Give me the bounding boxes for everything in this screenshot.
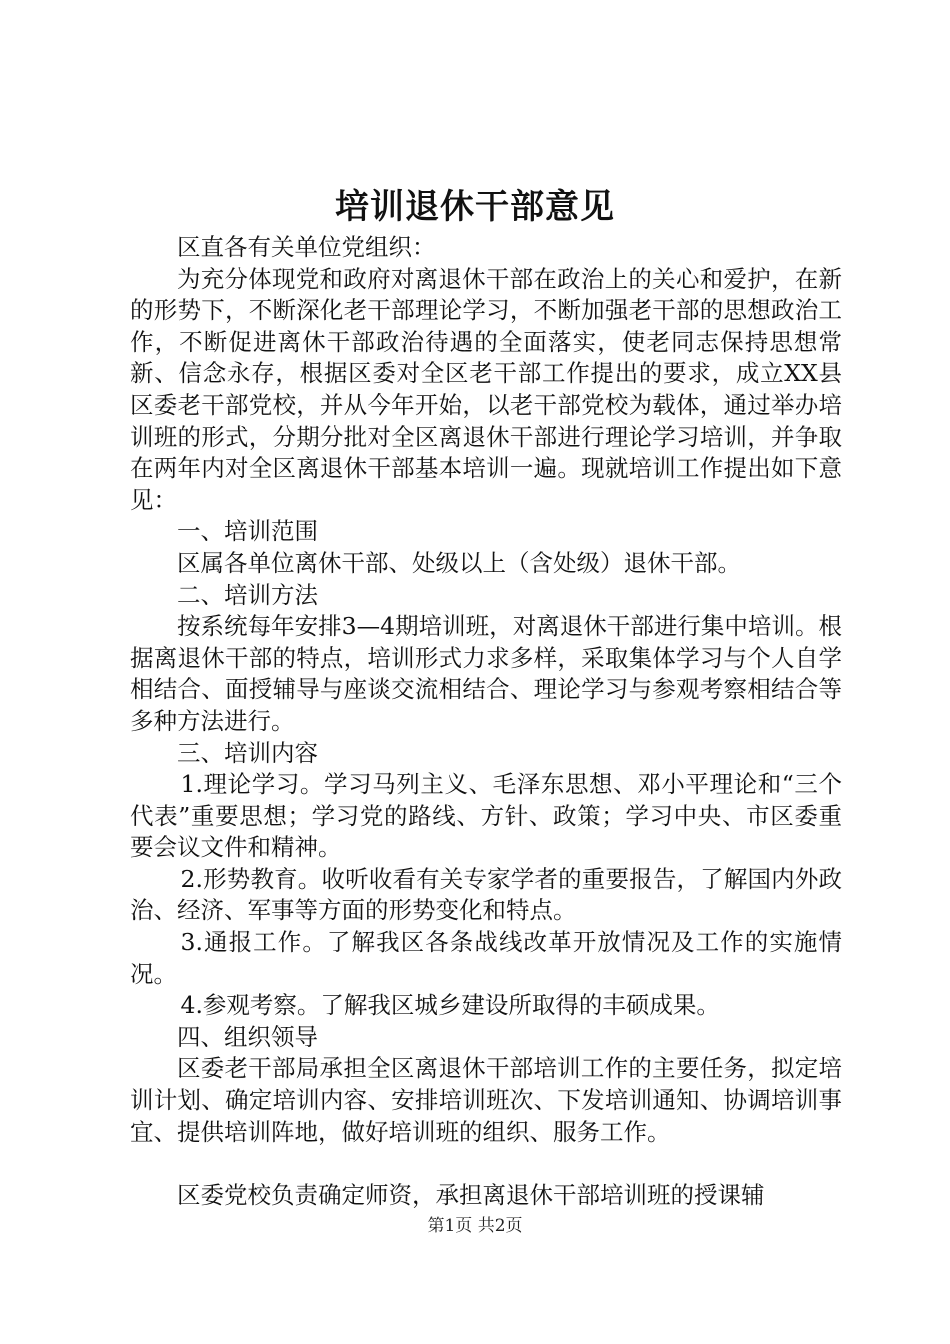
document-body <box>130 232 842 1211</box>
document-title: 培训退休干部意见 <box>335 187 615 227</box>
content-item-briefing: 3.通报工作。了解我区各条战线改革开放情况及工作的实施情况。 <box>130 928 842 988</box>
intro-paragraph: 为充分体现党和政府对离退休干部在政治上的关心和爱护，在新的形势下，不断深化老干部理论学习，不断加强老干部的思想政治工作，不断促进离休干部政治待遇的全面落实，使老同志保持思想常新、信念永存，根据区委对全区老干部工作提出的要求，成立XX县区委老干部党校，并从今年开始，以老干部党校为载体，通过举办培训班的形式，分期分批对全区离退休干部进行理论学习培训，并争取在两年内对全区离退休干部基本培训一遍。现就培训工作提出如下意见： <box>130 264 842 514</box>
content-item-situation: 2.形势教育。收听收看有关专家学者的重要报告，了解国内外政治、经济、军事等方面的形势变化和特点。 <box>130 864 842 925</box>
content-item-theory: 1.理论学习。学习马列主义、毛泽东思想、邓小平理论和“三个代表”重要思想；学习党的路线、方针、政策；学习中央、市区委重要会议文件和精神。 <box>130 770 842 862</box>
party-school-paragraph: 区委党校负责确定师资，承担离退休干部培训班的授课辅 <box>177 1180 765 1209</box>
page-footer: 第1页 共2页 <box>427 1216 523 1236</box>
content-item-visit: 4.参观考察。了解我区城乡建设所取得的丰硕成果。 <box>180 991 720 1020</box>
scope-paragraph: 区属各单位离休干部、处级以上（含处级）退休干部。 <box>177 548 741 577</box>
section-heading-content: 三、培训内容 <box>177 738 318 767</box>
leadership-paragraph: 区委老干部局承担全区离退休干部培训工作的主要任务，拟定培训计划、确定培训内容、安排培训班次、下发培训通知、协调培训事宜、提供培训阵地，做好培训班的组织、服务工作。 <box>130 1054 842 1146</box>
section-heading-method: 二、培训方法 <box>177 580 318 609</box>
method-paragraph: 按系统每年安排3—4期培训班，对离退休干部进行集中培训。根据离退休干部的特点，培训形式力求多样，采取集体学习与个人自学相结合、面授辅导与座谈交流相结合、理论学习与参观考察相结合等多种方法进行。 <box>130 612 842 735</box>
salutation: 区直各有关单位党组织： <box>177 233 436 261</box>
section-heading-leadership: 四、组织领导 <box>177 1022 318 1051</box>
section-heading-scope: 一、培训范围 <box>177 517 318 546</box>
